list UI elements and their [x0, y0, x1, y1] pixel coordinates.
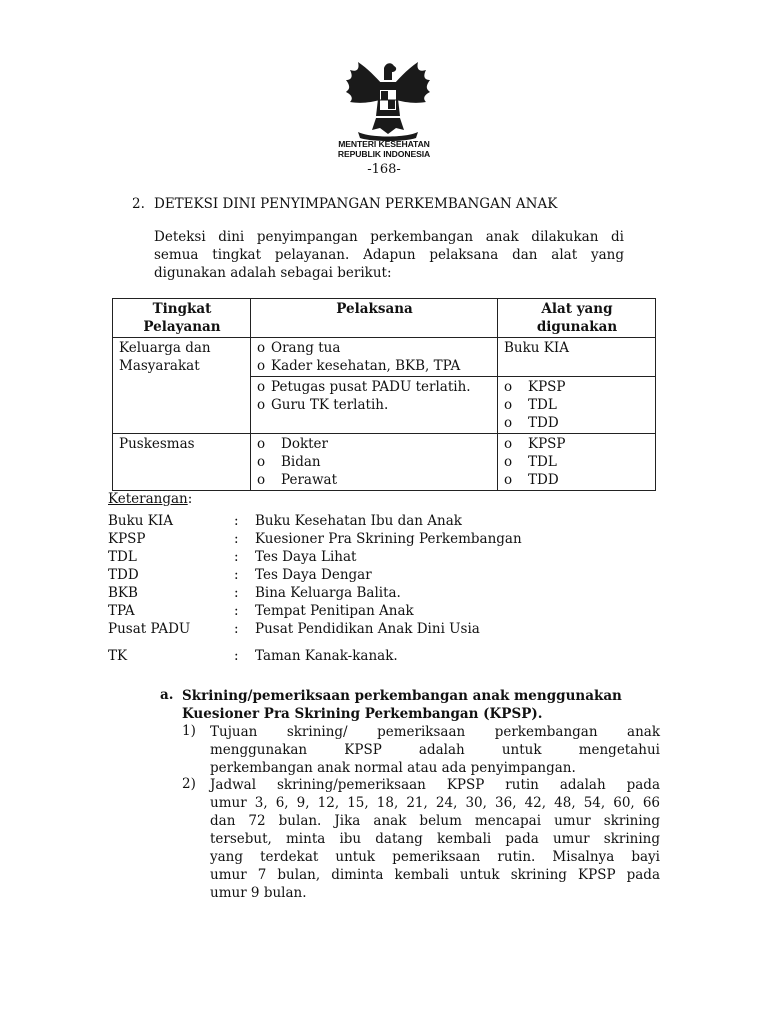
alat-cell	[498, 377, 656, 434]
level-cell: Keluarga dan Masyarakat	[113, 338, 251, 434]
list-item: o Kader kesehatan, BKB, TPA	[257, 358, 461, 374]
intro-line: semua tingkat pelayanan. Adapun pelaksana dan alat yang	[154, 247, 624, 263]
list-item: o Guru TK terlatih.	[257, 397, 389, 413]
list-item: o TDD	[504, 472, 559, 488]
list-item: o KPSP	[504, 379, 566, 395]
table-row	[113, 434, 656, 491]
item-number: 2)	[182, 776, 196, 792]
list-item: o TDL	[504, 397, 557, 413]
keterangan-item: BKB : Bina Keluarga Balita.	[108, 585, 401, 601]
table-row	[113, 338, 656, 377]
list-item: o Dokter	[257, 436, 328, 452]
intro-paragraph	[154, 228, 624, 282]
list-item: o Bidan	[257, 454, 321, 470]
header-alat: Alat yang digunakan	[498, 299, 656, 338]
deteksi-table	[112, 298, 656, 491]
keterangan-item: KPSP : Kuesioner Pra Skrining Perkembangan	[108, 531, 522, 547]
list-item: o TDD	[504, 415, 559, 431]
list-item: o KPSP	[504, 436, 566, 452]
item-paragraph: Jadwal skrining/pemeriksaan KPSP rutin adalah pada umur 3, 6, 9, 12, 15, 18, 21, 24, 30, 36, 42, 48, 54, 60, 66 dan 72 bulan. Jika anak belum mencapai umur skrining tersebut, minta ibu datang kembali pada umur skrining yang terdekat untuk pemeriksaan rutin. Misalnya bayi umur 7 bulan, diminta kembali untuk skrining KPSP pada umur 9 bulan.	[210, 777, 660, 901]
keterangan-item: Pusat PADU : Pusat Pendidikan Anak Dini Usia	[108, 621, 480, 637]
keterangan-item: TDD : Tes Daya Dengar	[108, 567, 372, 583]
subsection-label: a.	[160, 687, 174, 703]
keterangan-item: TK : Taman Kanak-kanak.	[108, 648, 398, 664]
header-tingkat-pelayanan: Tingkat Pelayanan	[113, 299, 251, 338]
subsection-title: Skrining/pemeriksaan perkembangan anak menggunakan Kuesioner Pra Skrining Perkembangan (KPSP).	[182, 688, 622, 722]
keterangan-item: TPA : Tempat Penitipan Anak	[108, 603, 414, 619]
table-header-row	[113, 299, 656, 338]
pelaksana-cell	[251, 338, 498, 377]
header-pelaksana: Pelaksana	[251, 299, 498, 338]
list-item: o TDL	[504, 454, 557, 470]
list-item: o Petugas pusat PADU terlatih.	[257, 379, 471, 395]
keterangan-list	[108, 513, 628, 666]
garuda-emblem-icon	[340, 58, 436, 142]
keterangan-item: Buku KIA : Buku Kesehatan Ibu dan Anak	[108, 513, 462, 529]
item-number: 1)	[182, 723, 196, 739]
pelaksana-cell	[251, 434, 498, 491]
intro-line: Deteksi dini penyimpangan perkembangan anak dilakukan di	[154, 229, 624, 245]
list-item: o Perawat	[257, 472, 337, 488]
pelaksana-cell	[251, 377, 498, 434]
list-item: o Orang tua	[257, 340, 341, 356]
section-number: 2.	[132, 196, 145, 212]
keterangan-item: TDL : Tes Daya Lihat	[108, 549, 357, 565]
alat-cell: Buku KIA	[498, 338, 656, 377]
ministry-label: MENTERI KESEHATAN REPUBLIK INDONESIA	[337, 139, 431, 159]
intro-line: digunakan adalah sebagai berikut:	[154, 265, 392, 281]
level-cell: Puskesmas	[113, 434, 251, 491]
page-number: -168-	[367, 162, 401, 177]
alat-cell	[498, 434, 656, 491]
section-title: DETEKSI DINI PENYIMPANGAN PERKEMBANGAN ANAK	[154, 196, 558, 212]
keterangan-title: Keterangan:	[108, 491, 193, 507]
item-paragraph: Tujuan skrining/ pemeriksaan perkembangan anak menggunakan KPSP adalah untuk mengetahui perkembangan anak normal atau ada penyimpangan.	[210, 724, 660, 776]
